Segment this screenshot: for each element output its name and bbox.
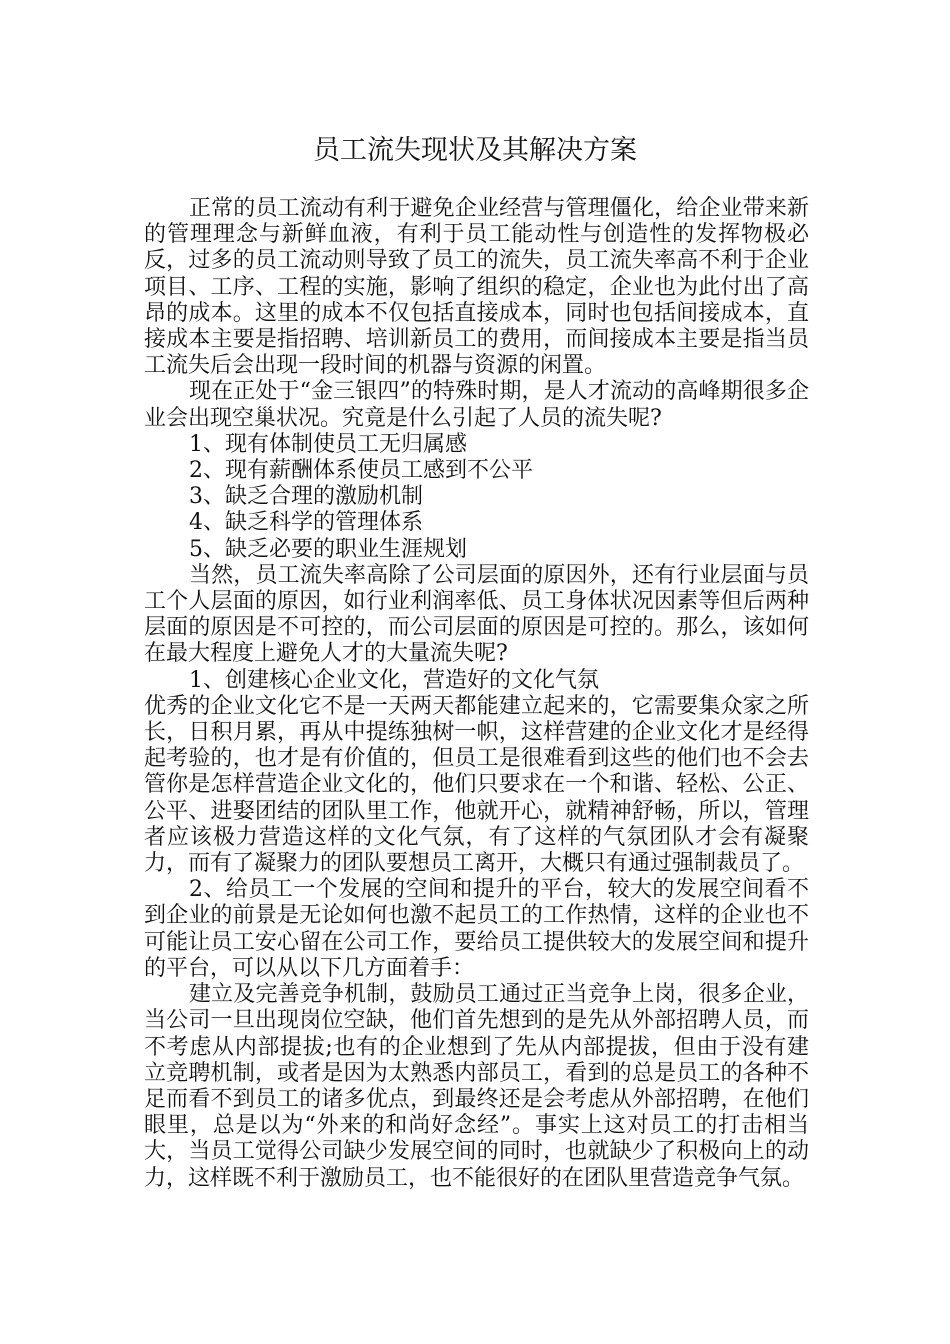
- paragraph-question: 现在正处于“金三银四”的特殊时期，是人才流动的高峰期很多企业会出现空巢状况。究竟是什么引起了人员的流失呢?: [144, 379, 809, 431]
- paragraph-culture: 优秀的企业文化它不是一天两天都能建立起来的，它需要集众家之所长，日积月累，再从中提练独树一帜，这样营建的企业文化才是经得起考验的，也才是有价值的，但员工是很难看到这些的他们也不会去管你是怎样营造企业文化的，他们只要求在一个和谐、轻松、公正、公平、进娶团结的团队里工作，他就开心，就精神舒畅，所以，管理者应该极力营造这样的文化气氛，有了这样的气氛团队才会有凝聚力，而有了凝聚力的团队要想员工离开，大概只有通过强制裁员了。: [144, 693, 809, 877]
- paragraph-competition: 建立及完善竞争机制，鼓励员工通过正当竞争上岗，很多企业，当公司一旦出现岗位空缺，他们首先想到的是先从外部招聘人员，而不考虑从内部提拔;也有的企业想到了先从内部提拔，但由于没有建立竞聘机制，或者是因为太熟悉内部员工，看到的总是员工的各种不足而看不到员工的诸多优点，到最终还是会考虑从外部招聘，在他们眼里，总是以为“外来的和尚好念经”。事实上这对员工的打击相当大，当员工觉得公司缺少发展空间的同时，也就缺少了积极向上的动力，这样既不利于激励员工，也不能很好的在团队里营造竞争气氛。: [144, 982, 809, 1191]
- paragraph-other-factors: 当然，员工流失率高除了公司层面的原因外，还有行业层面与员工个人层面的原因，如行业利润率低、员工身体状况因素等但后两种层面的原因是不可控的，而公司层面的原因是可控的。那么，该如何在最大程度上避免人才的大量流失呢?: [144, 562, 809, 667]
- list-item-cause-4: 4、缺乏科学的管理体系: [189, 510, 423, 536]
- list-item-cause-5: 5、缺乏必要的职业生涯规划: [189, 536, 467, 562]
- paragraph-development-space: 2、给员工一个发展的空间和提升的平台，较大的发展空间看不到企业的前景是无论如何也激不起员工的工作热情，这样的企业也不可能让员工安心留在公司工作，要给员工提供较大的发展空间和提升的平台，可以从以下几方面着手：: [144, 877, 809, 981]
- document-body: [144, 196, 809, 1192]
- list-item-cause-2: 2、现有薪酬体系使员工感到不公平: [189, 458, 533, 484]
- paragraph-intro: 正常的员工流动有利于避免企业经营与管理僵化，给企业带来新的管理理念与新鲜血液，有利于员工能动性与创造性的发挥物极必反，过多的员工流动则导致了员工的流失，员工流失率高不利于企业项目、工序、工程的实施，影响了组织的稳定，企业也为此付出了高昂的成本。这里的成本不仅包括直接成本，同时也包括间接成本，直接成本主要是指招聘、培训新员工的费用，而间接成本主要是指当员工流失后会出现一段时间的机器与资源的闲置。: [144, 196, 809, 379]
- section-heading-culture: 1、创建核心企业文化，营造好的文化气氛: [189, 667, 599, 693]
- list-item-cause-3: 3、缺乏合理的激励机制: [189, 484, 423, 510]
- document-title: 员工流失现状及其解决方案: [313, 135, 637, 166]
- list-item-cause-1: 1、现有体制使员工无归属感: [189, 431, 467, 457]
